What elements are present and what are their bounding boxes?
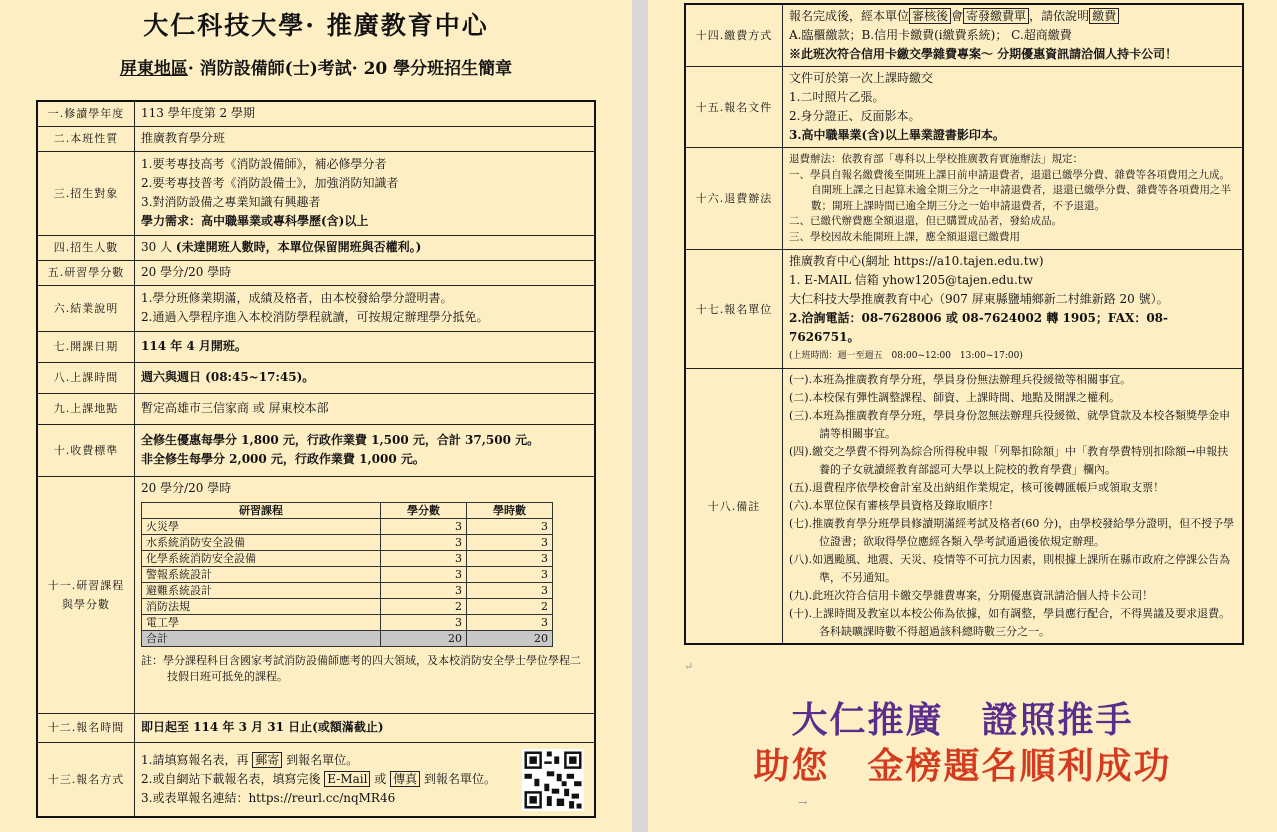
contact-phone: 2.洽詢電話：08-7628006 或 08-7624002 轉 1905；FAX：08-7626751。 [789, 311, 1169, 344]
course-name: 火災學 [142, 518, 381, 534]
course-row [142, 566, 553, 582]
fee-line: 全修生優惠每學分 1,800 元，行政作業費 1,500 元，合計 37,500 元。 [141, 433, 540, 448]
section-value [783, 369, 1244, 645]
slogan-line-1: 大仁推廣 證照推手 [791, 700, 1134, 741]
section-label: 八.上課時間 [37, 362, 135, 393]
signup-text: 到報名單位。 [423, 771, 496, 786]
section-value [783, 148, 1244, 250]
section-value [135, 742, 596, 817]
brochure-table-left [36, 100, 596, 818]
payment-text: ，請依說明 [1029, 9, 1090, 23]
course-credits: 3 [381, 582, 467, 598]
payment-text: 會 [951, 9, 964, 23]
signup-text: 1.請填寫報名表，再 [141, 752, 249, 767]
contact-email[interactable]: 1. E-MAIL 信箱 yhow1205@tajen.edu.tw [789, 273, 1033, 287]
page-gap [632, 0, 648, 832]
docs-line: 1.二吋照片乙張。 [789, 90, 885, 104]
section-label: 四.招生人數 [37, 235, 135, 260]
course-name: 水系統消防安全設備 [142, 534, 381, 550]
section-value [135, 235, 596, 260]
contact-hours: (上班時間：週一至週五 08:00~12:00 13:00~17:00) [789, 351, 1023, 361]
course-credits: 3 [381, 534, 467, 550]
section-label: 十五.報名文件 [685, 67, 783, 148]
course-row [142, 582, 553, 598]
course-credits: 3 [381, 614, 467, 630]
target-line: 2.要考專技普考《消防設備士》，加強消防知識者 [141, 176, 399, 191]
remark-item: (七).推廣教育學分班學員修讀期滿經考試及格者(60 分)，由學校發給學分證明，但不授予學位證書；欲取得學位應經各類入學考試通過後依規定辦理。 [789, 517, 1235, 548]
payment-box: 寄發繳費單 [963, 8, 1029, 24]
fee-line: 非全修生每學分 2,000 元，行政作業費 1,000 元。 [141, 452, 425, 467]
remark-item: (三).本班為推廣教育學分班，學員身份忽無法辦理兵役緩徵、就學貸款及本校各類獎學金申請等相關事宜。 [789, 409, 1231, 440]
section-label: 二.本班性質 [37, 126, 135, 151]
course-name: 消防法規 [142, 598, 381, 614]
course-header: 學時數 [467, 502, 553, 518]
signup-email-box: E-Mail [324, 771, 370, 787]
course-total-hours: 20 [467, 630, 553, 646]
course-intro: 20 學分/20 學時 [141, 480, 232, 495]
payment-box: 審核後 [909, 8, 951, 24]
page-title: 大仁科技大學· 推廣教育中心 [143, 11, 489, 40]
subtitle-region: 屏東地區 [119, 59, 188, 79]
course-hours: 3 [467, 550, 553, 566]
signup-mail-box: 郵寄 [252, 752, 282, 768]
payment-line [789, 7, 1236, 26]
section-label: 五.研習學分數 [37, 260, 135, 285]
refund-item: 一、學員自報名繳費後至開班上課日前申請退費者，退還已繳學分費、雜費等各項費用之九成。自開班上課之日起算未逾全期三分之一申請退費者，退還已繳學分費、雜費等各項費用之半數；開班上課時間已逾全期三分之一始申請退費者，不予退還。 [789, 168, 1231, 212]
signup-line [141, 770, 588, 789]
section-label: 七.開課日期 [37, 331, 135, 362]
section-value: 即日起至 114 年 3 月 31 日止(或額滿截止) [135, 713, 596, 742]
section-label: 十六.退費辦法 [685, 148, 783, 250]
completion-line: 1.學分班修業期滿，成績及格者，由本校發給學分證明書。 [141, 291, 453, 306]
payment-note: ※此班次符合信用卡繳交學雜費專案～ 分期優惠資訊請洽個人持卡公司！ [789, 47, 1178, 61]
course-row [142, 550, 553, 566]
page-subtitle [0, 54, 632, 79]
course-hours: 3 [467, 614, 553, 630]
remark-item: (四).繳交之學費不得列為綜合所得稅申報「列舉扣除額」中「教育學費特別扣除額→申報扶養的子女就讀經教育部認可大學以上院校的教育學費」欄內。 [789, 445, 1229, 476]
refund-item: 二、已繳代辦費應全額退還，但已購置成品者，發給成品。 [789, 215, 1062, 227]
remark-item: (十).上課時間及教室以本校公佈為依據，如有調整，學員應行配合，不得異議及要求退費。各科缺曠課時數不得超過該科總時數三分之一。 [789, 607, 1231, 638]
subtitle-rest: · 消防設備師(士)考試· 20 學分班招生簡章 [187, 59, 513, 79]
document-page-left [0, 0, 632, 832]
course-hours: 3 [467, 534, 553, 550]
signup-text: 2.或自網站下載報名表，填寫完後 [141, 771, 321, 786]
course-total-name: 合計 [142, 630, 381, 646]
course-name: 化學系統消防安全設備 [142, 550, 381, 566]
section-value [783, 4, 1244, 67]
requirement-line: 學力需求：高中職畢業或專科學歷(含)以上 [141, 214, 369, 229]
qr-code-icon [522, 749, 584, 811]
target-line: 3.對消防設備之專業知識有興趣者 [141, 195, 321, 210]
course-hours: 3 [467, 518, 553, 534]
remark-item: (九).此班次符合信用卡繳交學雜費專案，分期優惠資訊請洽個人持卡公司！ [789, 589, 1154, 602]
section-value [783, 67, 1244, 148]
signup-link[interactable]: 3.或表單報名連結：https://reurl.cc/nqMR46 [141, 790, 396, 805]
refund-intro: 退費辦法：依教育部「專科以上學校推廣教育實施辦法」規定： [789, 153, 1083, 165]
course-credits: 2 [381, 598, 467, 614]
payment-text: 報名完成後，經本單位 [789, 9, 910, 23]
payment-box: 繳費 [1089, 8, 1119, 24]
signup-fax-box: 傳真 [390, 771, 420, 787]
section-value [135, 285, 596, 331]
section-value [135, 424, 596, 476]
section-value: 114 年 4 月開班。 [135, 331, 596, 362]
section-label: 十.收費標準 [37, 424, 135, 476]
remark-item: (八).如遇颱風、地震、天災、疫情等不可抗力因素，則根據上課所在縣市政府之停課公告為準，不另通知。 [789, 553, 1231, 584]
section-label-part: 十一.研習課程 [47, 578, 125, 592]
payment-methods: A.臨櫃繳款；B.信用卡繳費(i繳費系統)； C.超商繳費 [789, 28, 1072, 42]
course-row [142, 614, 553, 630]
course-hours: 3 [467, 566, 553, 582]
section-value: 暫定高雄市三信家商 或 屏東校本部 [135, 393, 596, 424]
docs-line: 2.身分證正、反面影本。 [789, 109, 921, 123]
section-value: 推廣教育學分班 [135, 126, 596, 151]
course-row [142, 518, 553, 534]
course-row [142, 598, 553, 614]
course-name: 警報系統設計 [142, 566, 381, 582]
section-label: 六.結業說明 [37, 285, 135, 331]
completion-line: 2.通過入學程序進入本校消防學程就讀，可按規定辦理學分抵免。 [141, 310, 489, 325]
course-name: 避難系統設計 [142, 582, 381, 598]
target-line: 1.要考專技高考《消防設備師》，補必修學分者 [141, 157, 387, 172]
section-label: 九.上課地點 [37, 393, 135, 424]
section-label: 十二.報名時間 [37, 713, 135, 742]
course-credits: 3 [381, 550, 467, 566]
enroll-count: 30 人 [141, 240, 173, 255]
section-label: 十四.繳費方式 [685, 4, 783, 67]
remark-item: (一).本班為推廣教育學分班，學員身份無法辦理兵役緩徵等相關事宜。 [789, 373, 1132, 386]
enroll-note: (未達開班人數時，本單位保留開班與否權利。) [175, 240, 422, 255]
remark-item: (二).本校保有彈性調整課程、師資、上課時間、地點及開課之權利。 [789, 391, 1121, 404]
slogan-line-2: 助您 金榜題名順利成功 [753, 746, 1172, 787]
course-note: 註：學分課程科目含國家考試消防設備師應考的四大領域，及本校消防安全學士學位學程二技假日班可抵免的課程。 [141, 653, 581, 683]
docs-intro: 文件可於第一次上課時繳交 [789, 71, 934, 85]
course-hours: 2 [467, 598, 553, 614]
docs-line: 3.高中職畢業(含)以上畢業證書影印本。 [789, 128, 1005, 142]
course-row [142, 534, 553, 550]
paragraph-mark: ↵ [684, 660, 694, 673]
course-name: 電工學 [142, 614, 381, 630]
course-header: 學分數 [381, 502, 467, 518]
course-table [141, 502, 553, 647]
course-header: 研習課程 [142, 502, 381, 518]
section-label: 一.修讀學年度 [37, 101, 135, 126]
section-label: 十八.備註 [685, 369, 783, 645]
signup-line [141, 751, 588, 770]
section-label: 三.招生對象 [37, 151, 135, 235]
course-credits: 3 [381, 518, 467, 534]
section-value: 週六與週日 (08:45~17:45)。 [135, 362, 596, 393]
refund-item: 三、學校因故未能開班上課，應全額退還已繳費用 [789, 230, 1020, 243]
course-credits: 3 [381, 566, 467, 582]
section-label: 十三.報名方式 [37, 742, 135, 817]
section-value [135, 151, 596, 235]
signup-text: 或 [374, 771, 387, 786]
brochure-table-right [684, 3, 1244, 645]
section-value [135, 476, 596, 713]
paragraph-mark: → [798, 796, 808, 809]
contact-line: 推廣教育中心(網址 https://a10.tajen.edu.tw) [789, 254, 1044, 268]
course-hours: 3 [467, 582, 553, 598]
contact-address: 大仁科技大學推廣教育中心（907 屏東縣鹽埔鄉新二村維新路 20 號）。 [789, 292, 1169, 306]
signup-text: 到報名單位。 [286, 752, 359, 767]
section-label-part: 與學分數 [62, 597, 110, 611]
remark-item: (五).退費程序依學校會計室及出納組作業規定，核可後轉匯帳戶或領取支票！ [789, 481, 1165, 494]
course-total-credits: 20 [381, 630, 467, 646]
section-value: 20 學分/20 學時 [135, 260, 596, 285]
section-value [783, 250, 1244, 369]
section-value: 113 學年度第 2 學期 [135, 101, 596, 126]
section-label [37, 476, 135, 713]
section-label: 十七.報名單位 [685, 250, 783, 369]
remark-item: (六).本單位保有審核學員資格及錄取順序！ [789, 499, 1000, 512]
